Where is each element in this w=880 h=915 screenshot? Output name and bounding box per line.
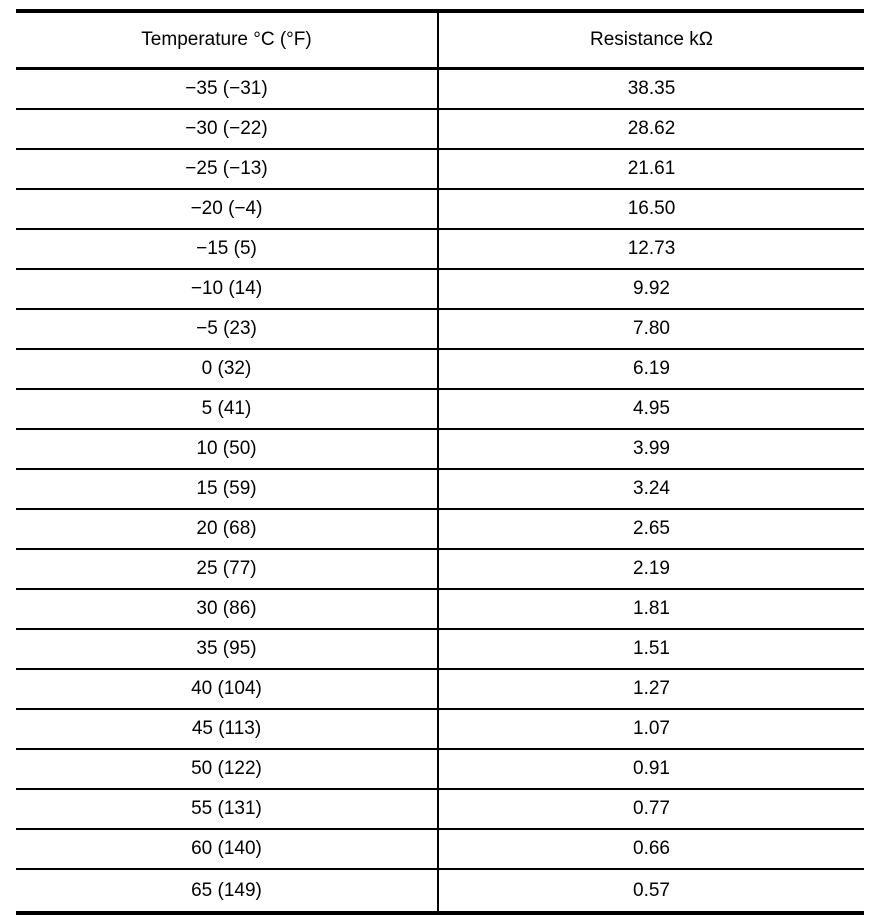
table-row: [16, 309, 864, 349]
temperature-cell: 0 (32): [16, 349, 438, 389]
resistance-cell: 0.66: [438, 829, 864, 869]
table-row: [16, 149, 864, 189]
temperature-cell: 50 (122): [16, 749, 438, 789]
table-row: [16, 629, 864, 669]
resistance-cell: 0.57: [633, 879, 670, 901]
temperature-cell: 55 (131): [16, 789, 438, 829]
resistance-cell: 2.19: [438, 549, 864, 589]
temperature-cell: 65 (149): [16, 869, 438, 913]
temperature-cell: 35 (95): [16, 629, 438, 669]
temperature-cell: 5 (41): [16, 389, 438, 429]
header-row: [16, 11, 864, 69]
table-row: [16, 349, 864, 389]
resistance-cell: 12.73: [438, 229, 864, 269]
temperature-cell: −30 (−22): [16, 109, 438, 149]
resistance-cell: 0.91: [438, 749, 864, 789]
resistance-cell: 1.27: [438, 669, 864, 709]
resistance-cell: 16.50: [438, 189, 864, 229]
resistance-cell: 28.62: [438, 109, 864, 149]
temperature-cell: 30 (86): [16, 589, 438, 629]
table-row: [16, 749, 864, 789]
table-row: [16, 429, 864, 469]
temperature-cell: −20 (−4): [16, 189, 438, 229]
table-row: [16, 669, 864, 709]
table-row: [16, 869, 864, 913]
temperature-cell: 20 (68): [16, 509, 438, 549]
temperature-resistance-table: [16, 9, 864, 915]
resistance-cell: 2.65: [438, 509, 864, 549]
resistance-cell: 6.19: [438, 349, 864, 389]
table-row: [16, 69, 864, 110]
resistance-cell: 3.24: [438, 469, 864, 509]
table-body: [16, 69, 864, 914]
resistance-cell: 4.95: [438, 389, 864, 429]
table-row: [16, 109, 864, 149]
resistance-cell: 38.35: [438, 69, 864, 110]
table-row: [16, 829, 864, 869]
temperature-cell: 25 (77): [16, 549, 438, 589]
resistance-cell: 3.99: [438, 429, 864, 469]
table-row: [16, 189, 864, 229]
temperature-cell: −25 (−13): [16, 149, 438, 189]
table-row: [16, 269, 864, 309]
table-row: [16, 229, 864, 269]
resistance-cell: 21.61: [438, 149, 864, 189]
temperature-cell: −10 (14): [16, 269, 438, 309]
temperature-cell: 40 (104): [16, 669, 438, 709]
resistance-column-header: Resistance kΩ: [438, 11, 864, 69]
table-row: [16, 549, 864, 589]
temperature-cell: 60 (140): [16, 829, 438, 869]
table-row: [16, 509, 864, 549]
resistance-cell: 9.92: [438, 269, 864, 309]
temperature-cell: 45 (113): [16, 709, 438, 749]
temperature-cell: −5 (23): [16, 309, 438, 349]
table-row: [16, 469, 864, 509]
resistance-cell: 1.07: [438, 709, 864, 749]
table-row: [16, 389, 864, 429]
temperature-cell: −15 (5): [16, 229, 438, 269]
table-row: [16, 789, 864, 829]
temperature-cell: 15 (59): [16, 469, 438, 509]
resistance-cell: 0.77: [438, 789, 864, 829]
resistance-cell: 1.51: [438, 629, 864, 669]
temperature-cell: −35 (−31): [16, 69, 438, 110]
table-row: [16, 709, 864, 749]
temperature-cell: 10 (50): [16, 429, 438, 469]
resistance-cell: 7.80: [438, 309, 864, 349]
resistance-cell: 1.81: [438, 589, 864, 629]
table-row: [16, 589, 864, 629]
temperature-column-header: Temperature °C (°F): [16, 11, 438, 69]
table-header: [16, 11, 864, 69]
